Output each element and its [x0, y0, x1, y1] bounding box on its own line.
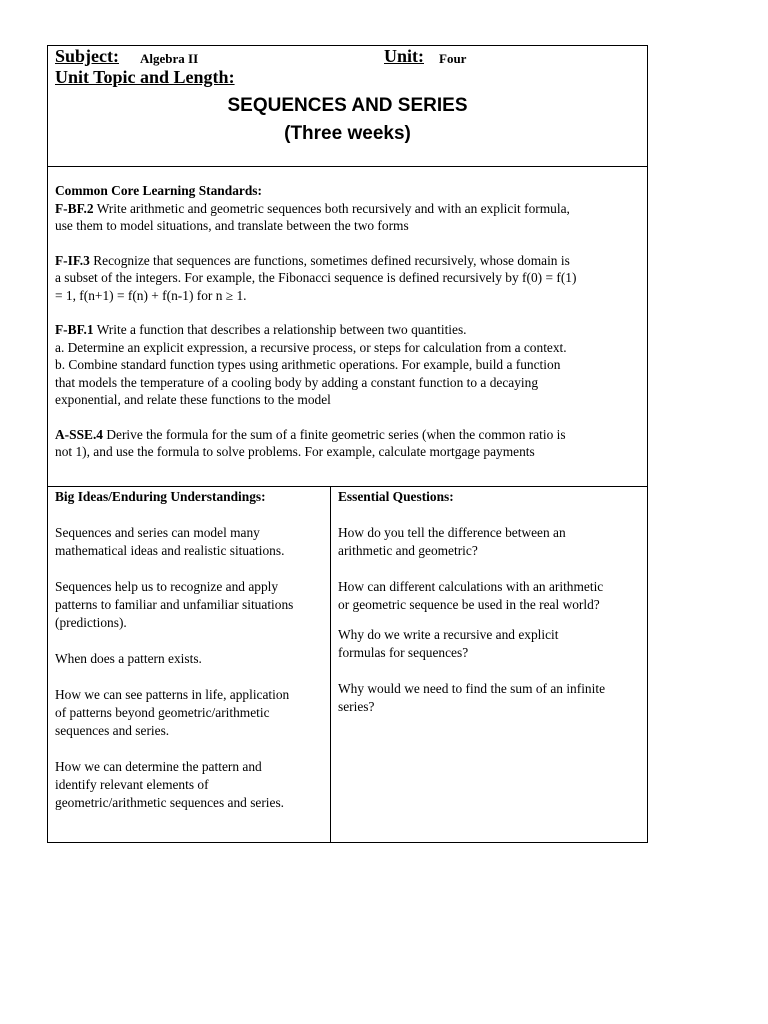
standard-code: F-BF.1: [55, 322, 94, 337]
standard-item: [55, 252, 639, 305]
big-idea-line: (predictions).: [55, 615, 127, 630]
subject-label: Subject:: [55, 46, 119, 66]
big-ideas-heading: Big Ideas/Enduring Understandings:: [55, 489, 266, 504]
standard-text-line: Write arithmetic and geometric sequences both recursively and with an explicit formula,: [96, 200, 570, 216]
big-idea-line: geometric/arithmetic sequences and series.: [55, 795, 285, 810]
big-idea-item: [55, 686, 324, 740]
standard-text-line: use them to model situations, and translate between the two forms: [55, 218, 409, 233]
unit-plan-table: [47, 45, 648, 843]
big-idea-line: identify relevant elements of: [55, 777, 209, 792]
big-idea-line: How we can see patterns in life, application: [55, 687, 290, 702]
subject-value: Algebra II: [140, 51, 199, 66]
essential-question-line: Why do we write a recursive and explicit: [338, 627, 559, 642]
standard-code: F-IF.3: [55, 252, 90, 268]
standard-code: F-BF.2: [55, 200, 94, 216]
standard-text-line: Recognize that sequences are functions, sometimes defined recursively, whose domain is: [93, 252, 570, 268]
standard-text-line: b. Combine standard function types using arithmetic operations. For example, build a function: [55, 357, 561, 372]
big-idea-line: How we can determine the pattern and: [55, 759, 262, 774]
big-idea-line: Sequences help us to recognize and apply: [55, 579, 279, 594]
standard-text-line: Write a function that describes a relationship between two quantities.: [96, 322, 467, 337]
essential-question-item: [338, 578, 641, 614]
essential-question-line: Why would we need to find the sum of an infinite: [338, 681, 606, 696]
essential-question-line: How do you tell the difference between an: [338, 525, 566, 540]
essential-question-line: formulas for sequences?: [338, 645, 469, 660]
big-idea-line: mathematical ideas and realistic situations.: [55, 543, 285, 558]
big-idea-item: [55, 758, 324, 812]
essential-question-item: [338, 626, 641, 662]
unit-value: Four: [439, 51, 467, 66]
standards-cell: [48, 166, 647, 487]
standard-item: [55, 426, 639, 461]
unit-topic-label: Unit Topic and Length:: [55, 67, 235, 87]
essential-question-line: or geometric sequence be used in the real world?: [338, 597, 600, 612]
standard-text-line: that models the temperature of a cooling body by adding a constant function to a decaying: [55, 374, 539, 390]
essential-question-item: [338, 680, 641, 716]
standard-text-line: not 1), and use the formula to solve problems. For example, calculate mortgage payments: [55, 444, 535, 459]
standards-heading: Common Core Learning Standards:: [55, 183, 262, 198]
essential-question-item: [338, 524, 641, 560]
standard-text-line: a subset of the integers. For example, the Fibonacci sequence is defined recursively by f(0) = f(1): [55, 270, 577, 285]
big-idea-line: Sequences and series can model many: [55, 525, 260, 540]
big-idea-line: When does a pattern exists.: [55, 651, 202, 666]
standard-item: [55, 321, 639, 409]
essential-questions-heading: Essential Questions:: [338, 489, 454, 504]
big-idea-line: sequences and series.: [55, 723, 170, 738]
essential-question-line: series?: [338, 699, 375, 714]
big-idea-item: [55, 578, 324, 632]
header-cell: [48, 46, 647, 167]
standard-item: [55, 200, 639, 235]
standard-code: A-SSE.4: [55, 426, 103, 442]
understandings-row: [48, 487, 647, 843]
unit-title: SEQUENCES AND SERIES: [227, 95, 468, 116]
essential-questions-cell: [331, 487, 647, 843]
standard-text-line: exponential, and relate these functions to the model: [55, 392, 331, 407]
standard-text-line: Derive the formula for the sum of a finite geometric series (when the common ratio is: [106, 426, 566, 442]
essential-question-line: arithmetic and geometric?: [338, 543, 478, 558]
unit-label: Unit:: [384, 46, 424, 66]
big-idea-line: of patterns beyond geometric/arithmetic: [55, 705, 270, 720]
standard-text-line: = 1, f(n+1) = f(n) + f(n-1) for n ≥ 1.: [55, 287, 247, 303]
big-ideas-cell: [48, 487, 331, 843]
standard-text-line: a. Determine an explicit expression, a recursive process, or steps for calculation from a context.: [55, 339, 567, 355]
essential-question-line: How can different calculations with an arithmetic: [338, 579, 604, 594]
unit-length: (Three weeks): [284, 123, 411, 144]
big-idea-item: [55, 524, 324, 560]
big-idea-line: patterns to familiar and unfamiliar situations: [55, 597, 294, 612]
big-idea-item: [55, 650, 324, 668]
